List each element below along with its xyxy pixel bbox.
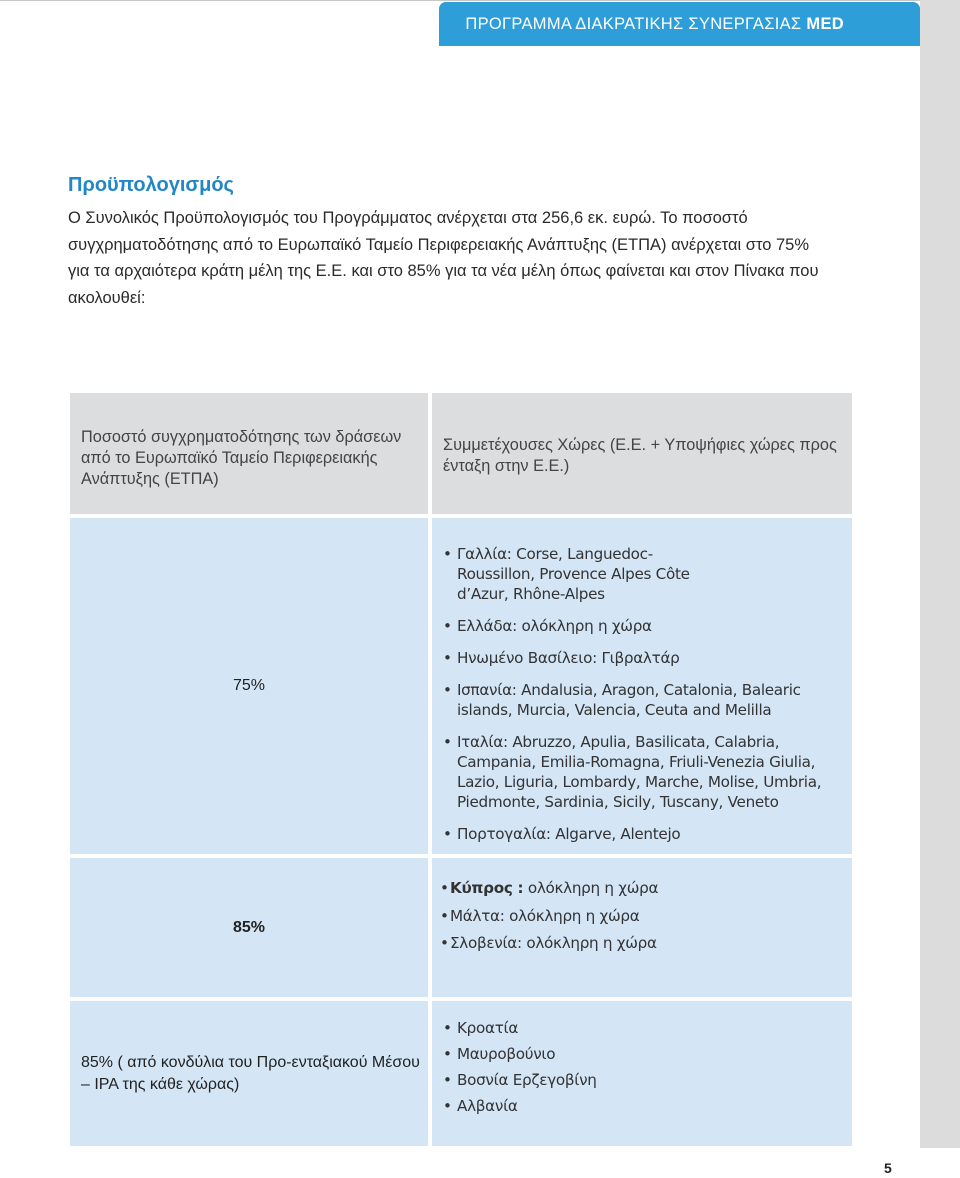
intro-paragraph: Ο Συνολικός Προϋπολογισμός του Προγράμματος ανέρχεται στα 256,6 εκ. ευρώ. Το ποσοστό συγχρηματοδότησης από το Ευρωπαϊκό Ταμείο Περιφερειακής Ανάπτυξης (ΕΤΠΑ) ανέρχεται στο 75% για τα αρχαιότερα κράτη μέλη της Ε.Ε. και στο 85% για τα νέα μέλη όπως φαίνεται και στον Πίνακα που ακολουθεί: <box>68 209 819 308</box>
list-item: • Γαλλία: Corse, Languedoc-Roussillon, Provence Alpes Côte d’Azur, Rhône-Alpes <box>443 544 727 604</box>
countries-cell <box>432 518 852 854</box>
top-rule <box>0 0 920 1</box>
list-item: • Ηνωμένο Βασίλειο: Γιβραλτάρ <box>443 648 852 668</box>
list-item: • Κύπρος : ολόκληρη η χώρα <box>440 878 852 898</box>
list-item: • Μαυροβούνιο <box>443 1044 852 1064</box>
header-rate: Ποσοστό συγχρηματοδότησης των δράσεων από το Ευρωπαϊκό Ταμείο Περιφερειακής Ανάπτυξης (ΕΤΠΑ) <box>70 393 428 514</box>
page-number: 5 <box>884 1160 892 1176</box>
banner-bold-text: MED <box>806 14 844 33</box>
section-title: Προϋπολογισμός <box>68 174 234 196</box>
banner-text: ΠΡΟΓΡΑΜΜΑ ΔΙΑΚΡΑΤΙΚΗΣ ΣΥΝΕΡΓΑΣΙΑΣ <box>465 14 802 33</box>
list-item: • Σλοβενία: ολόκληρη η χώρα <box>440 933 852 953</box>
list-item: • Μάλτα: ολόκληρη η χώρα <box>440 906 852 926</box>
country-list <box>443 1018 852 1116</box>
page-edge-strip <box>920 0 960 1148</box>
country-list <box>443 544 852 844</box>
rate-cell: 85% ( από κονδύλια του Προ-ενταξιακού Μέσου – IPA της κάθε χώρας) <box>70 1001 428 1146</box>
country-list <box>440 878 852 953</box>
table-row <box>70 518 852 854</box>
countries-cell <box>432 858 852 997</box>
list-item: • Ισπανία: Andalusia, Aragon, Catalonia, Balearic islands, Murcia, Valencia, Ceuta and Melilla <box>443 680 817 720</box>
list-item: • Πορτογαλία: Algarve, Alentejo <box>443 824 852 844</box>
rate-cell: 75% <box>70 518 428 854</box>
list-item: • Αλβανία <box>443 1096 852 1116</box>
table-header-row <box>70 393 852 514</box>
rate-cell: 85% <box>70 858 428 997</box>
header-countries: Συμμετέχουσες Χώρες (Ε.Ε. + Υποψήφιες χώρες προς ένταξη στην Ε.Ε.) <box>432 393 852 514</box>
list-item: • Ελλάδα: ολόκληρη η χώρα <box>443 616 852 636</box>
table-row <box>70 858 852 997</box>
list-item: • Κροατία <box>443 1018 852 1038</box>
list-item: • Ιταλία: Abruzzo, Apulia, Basilicata, Calabria, Campania, Emilia-Romagna, Friuli-Venezia Giulia, Lazio, Liguria, Lombardy, Marche, Molise, Umbria, Piedmonte, Sardinia, Sicily, Tuscany, Veneto <box>443 732 837 812</box>
countries-cell <box>432 1001 852 1146</box>
programme-banner <box>439 2 920 46</box>
table-row <box>70 1001 852 1146</box>
list-item: • Βοσνία Ερζεγοβίνη <box>443 1070 852 1090</box>
